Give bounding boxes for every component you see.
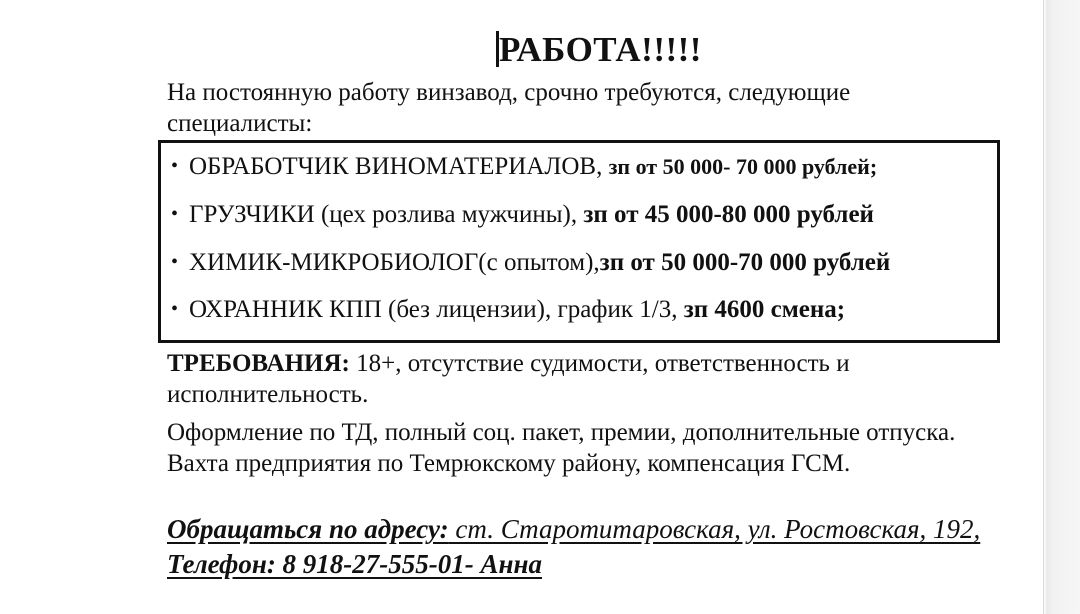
vacancy-item xyxy=(171,294,845,325)
vacancy-salary: зп от 45 000-80 000 рублей xyxy=(583,201,874,228)
vacancy-item xyxy=(171,247,890,278)
title-text: РАБОТА!!!!! xyxy=(499,30,702,69)
vacancy-title: ГРУЗЧИКИ (цех розлива мужчины), xyxy=(189,201,584,228)
address-label: Обращаться по адресу: xyxy=(167,514,449,544)
vacancy-title: ХИМИК-МИКРОБИОЛОГ(с опытом), xyxy=(189,249,600,276)
requirements-label: ТРЕБОВАНИЯ: xyxy=(167,350,350,377)
bullet-icon: • xyxy=(171,251,179,273)
vacancy-item xyxy=(171,151,877,182)
vacancy-salary: зп от 50 000- 70 000 рублей; xyxy=(608,154,878,179)
requirements-paragraph xyxy=(167,348,987,410)
terms-paragraph: Оформление по ТД, полный соц. пакет, премии, дополнительные отпуска. Вахта предприятия по Темрюкскому району, компенсация ГСМ. xyxy=(167,419,956,477)
intro-paragraph: На постоянную работу винзавод, срочно требуются, следующие специалисты: xyxy=(167,79,851,137)
phone-text: Телефон: 8 918-27-555-01- Анна xyxy=(167,549,543,579)
vacancy-title: ОБРАБОТЧИК ВИНОМАТЕРИАЛОВ, xyxy=(189,153,609,180)
vacancy-title: ОХРАННИК КПП (без лицензии), график 1/3, xyxy=(189,296,684,323)
page-title xyxy=(496,26,702,74)
page-edge-shadow xyxy=(1043,0,1080,614)
requirements-text: 18+, отсутствие судимости, ответственность и исполнительность. xyxy=(167,350,850,408)
vacancy-item xyxy=(171,199,874,230)
vacancy-salary: зп от 50 000-70 000 рублей xyxy=(599,249,891,276)
vacancies-box xyxy=(158,140,1000,343)
bullet-icon: • xyxy=(171,155,179,177)
contact-paragraph xyxy=(167,512,997,582)
address-text: ст. Старотитаровская, ул. Ростовская, 192, xyxy=(448,514,981,544)
bullet-icon: • xyxy=(171,203,179,225)
vacancy-salary: зп 4600 смена; xyxy=(683,296,846,323)
bullet-icon: • xyxy=(171,298,179,320)
